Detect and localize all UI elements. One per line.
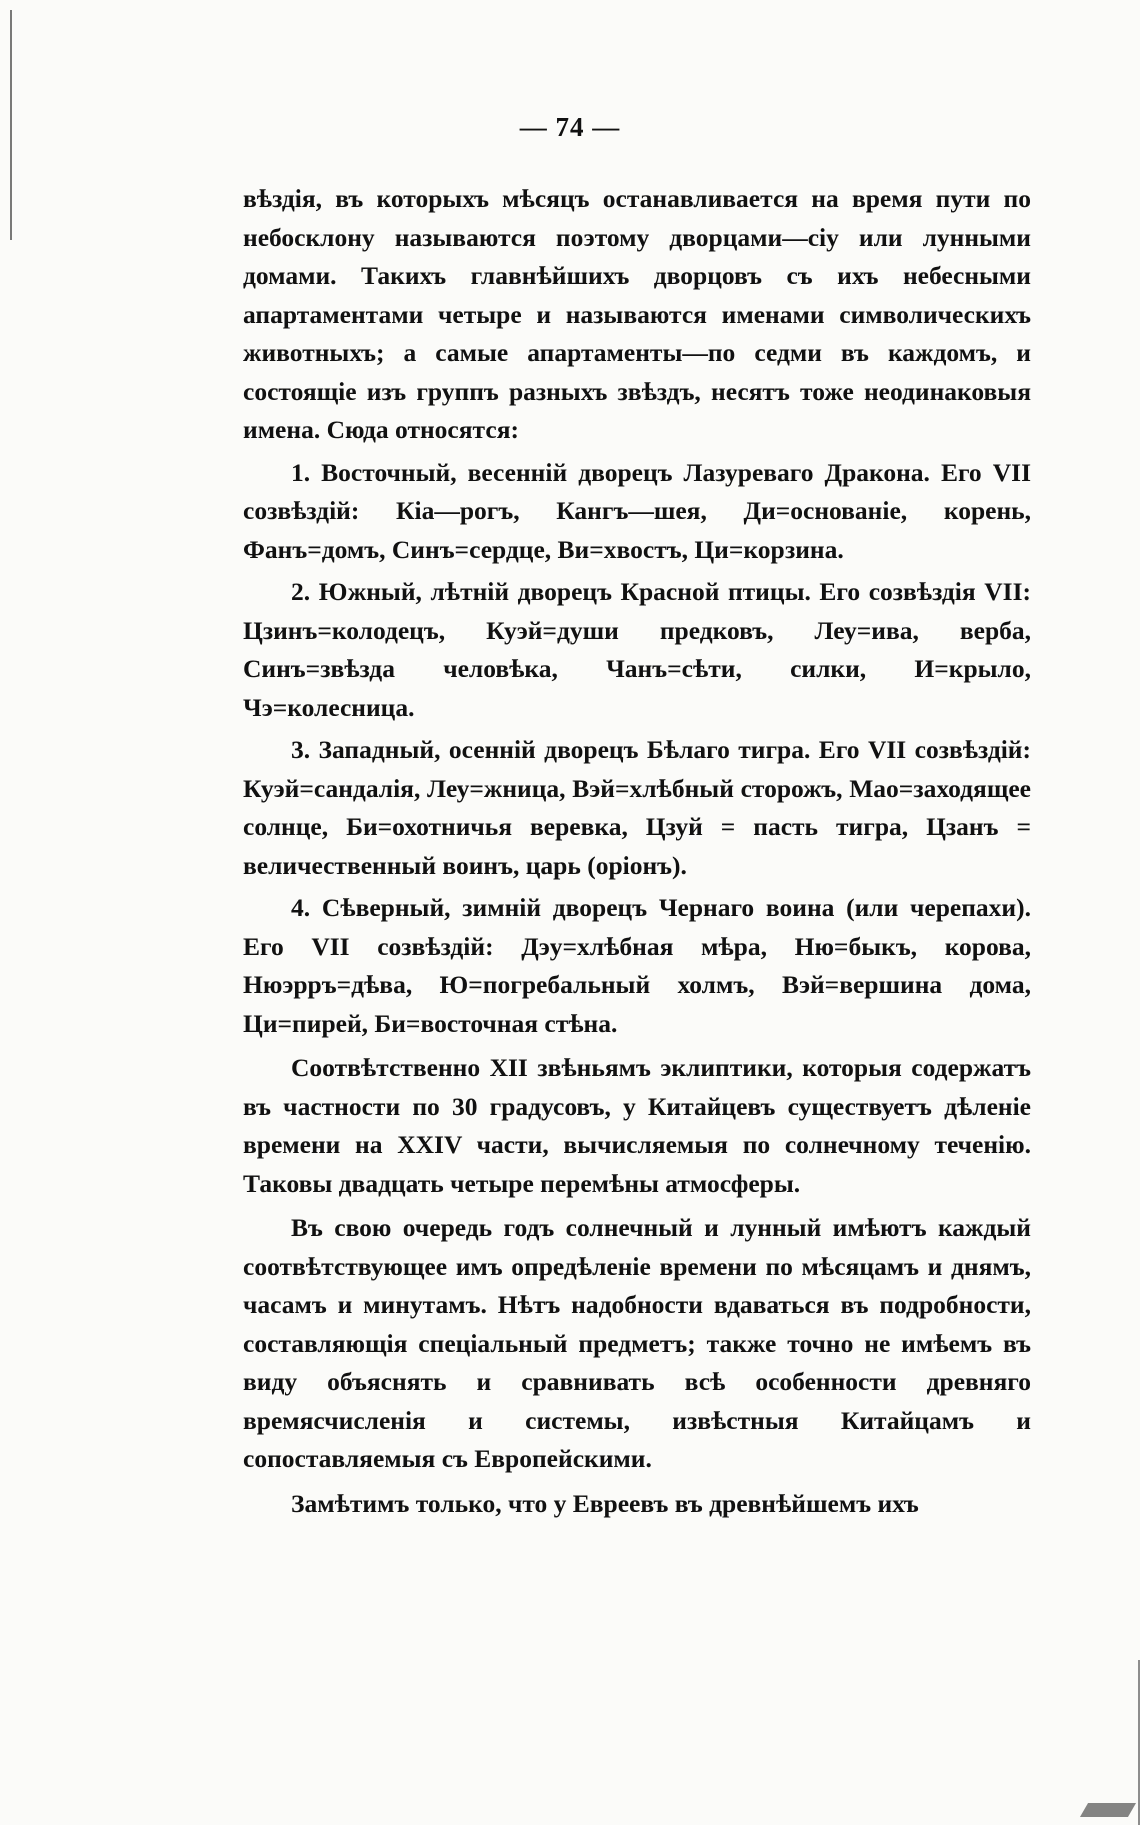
- paragraph-western-palace: 3. Западный, осенній дворецъ Бѣлаго тигра. Его VII созвѣздій: Куэй=сандалія, Леу=жница, Вэй=хлѣбный сторожъ, Мао=заходящее солнце, Би=охотничья веревка, Цзуй = пасть тигра, Цзанъ = величественный воинъ, царь (оріонъ).: [243, 735, 1031, 880]
- body-text: [243, 180, 1031, 1527]
- paragraph-ecliptic: Соотвѣтственно XII звѣньямъ эклиптики, которыя содержатъ въ частности по 30 градусовъ, у Китайцевъ существуетъ дѣленіе времени на XXIV части, вычисляемыя по солнечному теченію. Таковы двадцать четыре перемѣны атмосферы.: [243, 1053, 1031, 1198]
- paragraph-continuation: вѣздія, въ которыхъ мѣсяцъ останавливается на время пути по небосклону называются поэтому дворцами—сіу или лунными домами. Такихъ главнѣйшихъ дворцовъ съ ихъ небесными апартаментами четыре и называются именами символическихъ животныхъ; а самые апартаменты—по седми въ каждомъ, и состоящіе изъ группъ разныхъ звѣздъ, несятъ тоже неодинаковыя имена. Сюда относятся:: [243, 184, 1031, 444]
- paragraph-hebrew-note: Замѣтимъ только, что у Евреевъ въ древнѣйшемъ ихъ: [291, 1488, 919, 1518]
- paragraph-eastern-palace: 1. Восточный, весенній дворецъ Лазуреваго Дракона. Его VII созвѣздій: Кіа—рогъ, Кангъ—шея, Ди=основаніе, корень, Фанъ=домъ, Синъ=сердце, Ви=хвостъ, Ци=корзина.: [243, 457, 1031, 564]
- paragraph-solar-lunar-year: Въ свою очередь годъ солнечный и лунный имѣютъ каждый соотвѣтствующее имъ опредѣленіе времени по мѣсяцамъ и днямъ, часамъ и минутамъ. Нѣтъ надобности вдаваться въ подробности, составляющія спеціальный предметъ; также точно не имѣемъ въ виду объяснять и сравнивать всѣ особенности древняго времясчисленія и системы, извѣстныя Китайцамъ и сопоставляемыя съ Европейскими.: [243, 1213, 1031, 1473]
- paragraph-southern-palace: 2. Южный, лѣтній дворецъ Красной птицы. Его созвѣздія VII: Цзинъ=колодецъ, Куэй=души предковъ, Леу=ива, верба, Синъ=звѣзда человѣка, Чанъ=сѣти, силки, И=крыло, Чэ=колесница.: [243, 577, 1031, 722]
- scan-artifact: [1080, 1803, 1136, 1817]
- paragraph-northern-palace: 4. Сѣверный, зимній дворецъ Чернаго воина (или черепахи). Его VII созвѣздій: Дэу=хлѣбная мѣра, Ню=быкъ, корова, Нюэрръ=дѣва, Ю=погребальный холмъ, Вэй=вершина дома, Ци=пирей, Би=восточная стѣна.: [243, 893, 1031, 1038]
- page-number: — 74 —: [519, 112, 621, 142]
